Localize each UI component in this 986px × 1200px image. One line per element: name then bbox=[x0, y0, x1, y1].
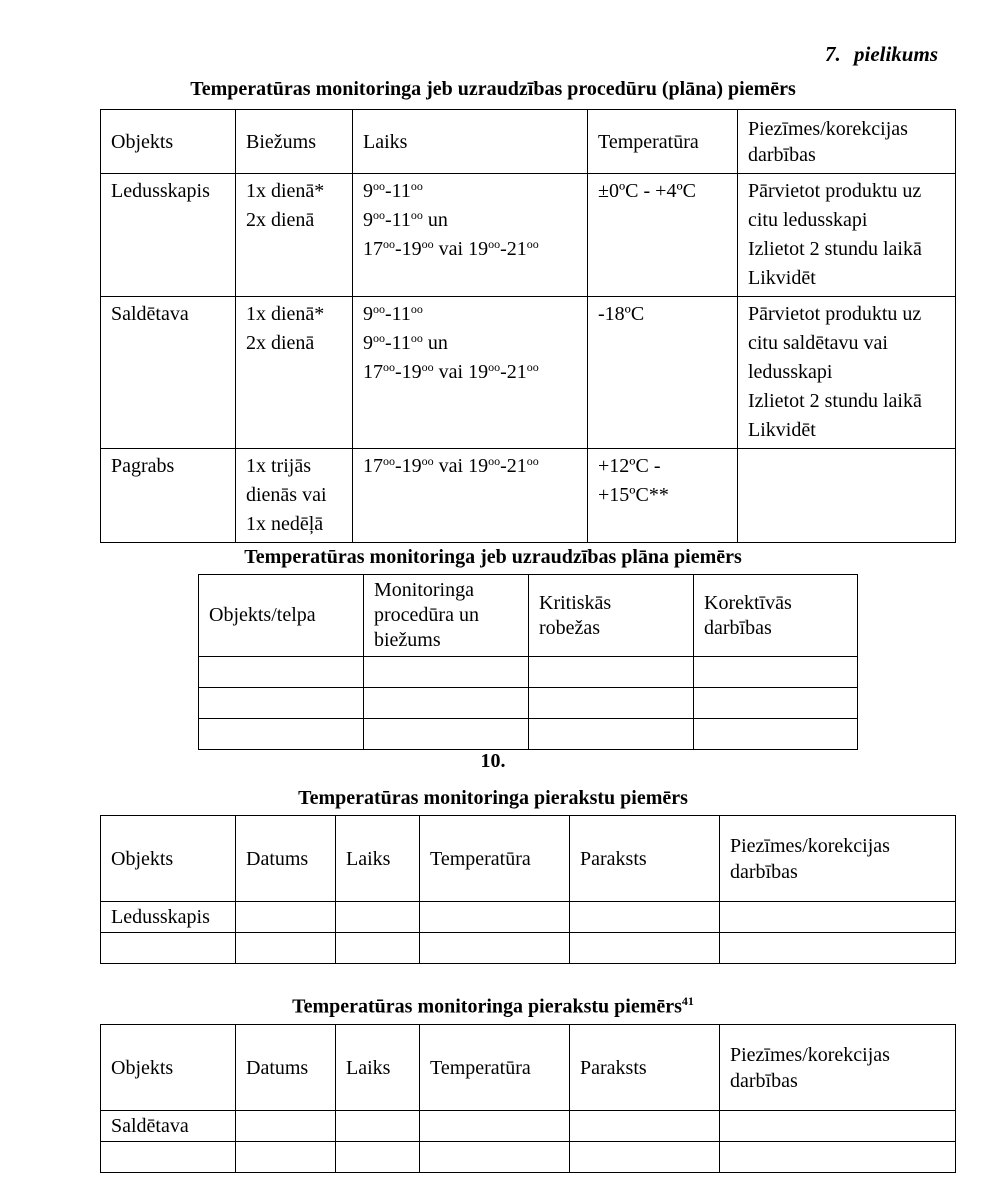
section4-title-text: Temperatūras monitoringa pierakstu piemērs bbox=[292, 995, 682, 1018]
header-cell bbox=[101, 816, 236, 902]
header-cell bbox=[570, 816, 720, 902]
table-row bbox=[101, 933, 956, 964]
header-cell bbox=[738, 110, 956, 174]
object-name: Ledusskapis bbox=[111, 180, 210, 202]
empty-cell bbox=[570, 1111, 720, 1142]
header-label: Kritiskās bbox=[539, 591, 612, 614]
page-number: 10. bbox=[480, 750, 506, 772]
time-minutes: oo bbox=[383, 360, 395, 374]
empty-cell bbox=[529, 657, 694, 688]
empty-row bbox=[199, 688, 858, 719]
section4-title bbox=[0, 994, 986, 1019]
object-cell bbox=[101, 449, 236, 543]
time-minutes: oo bbox=[373, 302, 385, 316]
empty-cell bbox=[420, 902, 570, 933]
header-cell bbox=[364, 575, 529, 657]
cell-value: Saldētava bbox=[111, 1114, 189, 1137]
header-cell bbox=[336, 1025, 420, 1111]
temperature-value: ±0ºC - +4ºC bbox=[598, 180, 696, 202]
time-minutes: oo bbox=[488, 454, 501, 468]
header-label: Monitoringa bbox=[374, 579, 474, 601]
time-line bbox=[363, 177, 578, 206]
empty-cell bbox=[199, 657, 364, 688]
header-cell bbox=[420, 1025, 570, 1111]
temperature-line: +12ºC - bbox=[598, 455, 661, 477]
time-minutes: oo bbox=[373, 331, 385, 345]
frequency-line: 1x dienā* bbox=[246, 180, 325, 202]
table-row bbox=[101, 297, 956, 449]
frequency-line: 2x dienā bbox=[246, 209, 315, 231]
empty-cell bbox=[694, 688, 858, 719]
header-row bbox=[199, 575, 858, 657]
empty-cell bbox=[364, 719, 529, 750]
time-hour: -21 bbox=[500, 455, 527, 477]
frequency-line: 1x nedēļā bbox=[246, 513, 324, 535]
header-label: Paraksts bbox=[580, 847, 647, 870]
header-cell bbox=[101, 110, 236, 174]
temperature-value: -18ºC bbox=[598, 303, 645, 325]
header-label: Laiks bbox=[363, 130, 408, 153]
header-label-line2: darbības bbox=[748, 143, 816, 166]
time-hour: -11 bbox=[385, 209, 411, 231]
frequency-line: 1x dienā* bbox=[246, 303, 325, 325]
time-hour: -11 bbox=[385, 180, 411, 202]
procedures-plan-table bbox=[100, 109, 956, 543]
records-table-fridge bbox=[100, 815, 956, 964]
notes-cell bbox=[738, 174, 956, 297]
time-hour: 17 bbox=[363, 455, 383, 477]
header-label-line2: darbības bbox=[730, 860, 798, 883]
time-minutes: oo bbox=[526, 360, 539, 374]
time-cell bbox=[353, 297, 588, 449]
empty-cell bbox=[720, 933, 956, 964]
header-cell bbox=[101, 1025, 236, 1111]
time-minutes: oo bbox=[410, 208, 423, 222]
time-line bbox=[363, 329, 578, 358]
empty-cell bbox=[236, 1111, 336, 1142]
header-label: Objekts bbox=[111, 847, 174, 870]
header-cell bbox=[353, 110, 588, 174]
records-table-freezer bbox=[100, 1024, 956, 1173]
header-cell bbox=[336, 816, 420, 902]
notes-cell bbox=[738, 449, 956, 543]
frequency-line: 1x trijās bbox=[246, 455, 311, 477]
empty-cell bbox=[420, 1142, 570, 1173]
time-hour: 9 bbox=[363, 180, 373, 202]
header-cell bbox=[199, 575, 364, 657]
empty-cell bbox=[199, 719, 364, 750]
time-line bbox=[363, 452, 578, 481]
header-label: Temperatūra bbox=[430, 847, 531, 870]
header-label: Objekts/telpa bbox=[209, 604, 316, 626]
temperature-cell bbox=[588, 174, 738, 297]
empty-cell bbox=[570, 902, 720, 933]
table-row bbox=[101, 1111, 956, 1142]
table-row bbox=[101, 174, 956, 297]
time-line bbox=[363, 358, 578, 387]
time-minutes: oo bbox=[488, 237, 501, 251]
note-line: Likvidēt bbox=[748, 267, 816, 289]
header-cell bbox=[529, 575, 694, 657]
time-hour: -21 bbox=[500, 361, 527, 383]
empty-cell bbox=[199, 688, 364, 719]
time-minutes: oo bbox=[421, 360, 434, 374]
empty-cell bbox=[570, 933, 720, 964]
time-minutes: oo bbox=[383, 454, 395, 468]
empty-cell bbox=[529, 688, 694, 719]
empty-cell bbox=[336, 1142, 420, 1173]
header-row bbox=[101, 1025, 956, 1111]
time-minutes: oo bbox=[421, 454, 434, 468]
header-row bbox=[101, 110, 956, 174]
empty-cell bbox=[364, 657, 529, 688]
empty-cell bbox=[529, 719, 694, 750]
header-label: Temperatūra bbox=[430, 1056, 531, 1079]
annex-heading bbox=[825, 42, 938, 67]
temperature-cell bbox=[588, 449, 738, 543]
header-label-line2: darbības bbox=[730, 1069, 798, 1092]
header-row bbox=[101, 816, 956, 902]
empty-cell bbox=[720, 1111, 956, 1142]
annex-number: 7. bbox=[824, 42, 841, 66]
frequency-line: 2x dienā bbox=[246, 332, 315, 354]
time-text: vai 19 bbox=[433, 455, 489, 477]
time-hour: -11 bbox=[385, 303, 411, 325]
object-cell bbox=[101, 933, 236, 964]
frequency-cell bbox=[236, 174, 353, 297]
time-minutes: oo bbox=[410, 302, 423, 316]
note-line: Pārvietot produktu uz bbox=[748, 303, 922, 325]
empty-cell bbox=[420, 933, 570, 964]
time-line bbox=[363, 235, 578, 264]
time-minutes: oo bbox=[373, 208, 385, 222]
header-label: biežums bbox=[374, 629, 441, 651]
empty-cell bbox=[336, 902, 420, 933]
note-line: Pārvietot produktu uz bbox=[748, 180, 922, 202]
empty-cell bbox=[720, 902, 956, 933]
time-minutes: oo bbox=[488, 360, 501, 374]
time-minutes: oo bbox=[383, 237, 395, 251]
header-label: Datums bbox=[246, 1056, 309, 1079]
time-hour: -11 bbox=[385, 332, 411, 354]
object-name: Pagrabs bbox=[111, 455, 175, 477]
section1-title: Temperatūras monitoringa jeb uzraudzības procedūru (plāna) piemērs bbox=[190, 78, 796, 100]
time-line bbox=[363, 206, 578, 235]
frequency-line: dienās vai bbox=[246, 484, 327, 506]
header-cell bbox=[236, 816, 336, 902]
header-cell bbox=[236, 1025, 336, 1111]
time-cell bbox=[353, 449, 588, 543]
header-cell bbox=[720, 816, 956, 902]
footnote-ref: 41 bbox=[681, 994, 694, 1008]
header-label: Laiks bbox=[346, 847, 391, 870]
header-label: Datums bbox=[246, 847, 309, 870]
notes-cell bbox=[738, 297, 956, 449]
time-minutes: oo bbox=[410, 179, 423, 193]
temperature-line: +15ºC** bbox=[598, 484, 669, 506]
time-text: un bbox=[422, 332, 448, 354]
cell-value: Ledusskapis bbox=[111, 905, 210, 928]
header-cell bbox=[694, 575, 858, 657]
empty-cell bbox=[694, 719, 858, 750]
time-text: vai 19 bbox=[433, 361, 489, 383]
time-minutes: oo bbox=[373, 179, 385, 193]
time-hour: 9 bbox=[363, 332, 373, 354]
header-cell bbox=[720, 1025, 956, 1111]
header-label: Paraksts bbox=[580, 1056, 647, 1079]
empty-cell bbox=[236, 933, 336, 964]
time-hour: -19 bbox=[395, 455, 422, 477]
empty-cell bbox=[336, 1111, 420, 1142]
annex-label: pielikums bbox=[853, 42, 938, 66]
header-label-line1: Piezīmes/korekcijas bbox=[730, 1043, 890, 1066]
frequency-cell bbox=[236, 449, 353, 543]
note-line: Likvidēt bbox=[748, 419, 816, 441]
header-cell bbox=[236, 110, 353, 174]
object-cell bbox=[101, 902, 236, 933]
empty-cell bbox=[420, 1111, 570, 1142]
note-line: ledusskapi bbox=[748, 361, 833, 383]
empty-row bbox=[199, 657, 858, 688]
header-label: Objekts bbox=[111, 130, 174, 153]
object-name: Saldētava bbox=[111, 303, 189, 325]
table-row bbox=[101, 902, 956, 933]
time-minutes: oo bbox=[526, 454, 539, 468]
table-row bbox=[101, 1142, 956, 1173]
header-label: Objekts bbox=[111, 1056, 174, 1079]
header-cell bbox=[420, 816, 570, 902]
monitoring-plan-table bbox=[198, 574, 858, 750]
temperature-cell bbox=[588, 297, 738, 449]
empty-cell bbox=[364, 688, 529, 719]
header-label: Korektīvās bbox=[704, 591, 792, 614]
header-label: robežas bbox=[539, 616, 601, 639]
header-cell bbox=[570, 1025, 720, 1111]
time-hour: 9 bbox=[363, 209, 373, 231]
header-label: Biežums bbox=[246, 130, 316, 153]
empty-cell bbox=[570, 1142, 720, 1173]
note-line: Izlietot 2 stundu laikā bbox=[748, 390, 922, 412]
object-cell bbox=[101, 1142, 236, 1173]
header-label: darbības bbox=[704, 616, 772, 639]
object-cell bbox=[101, 297, 236, 449]
empty-cell bbox=[236, 1142, 336, 1173]
time-cell bbox=[353, 174, 588, 297]
time-hour: 17 bbox=[363, 238, 383, 260]
note-line: Izlietot 2 stundu laikā bbox=[748, 238, 922, 260]
time-hour: -19 bbox=[395, 361, 422, 383]
time-text: un bbox=[422, 209, 448, 231]
empty-cell bbox=[336, 933, 420, 964]
header-label: Temperatūra bbox=[598, 130, 699, 153]
time-minutes: oo bbox=[526, 237, 539, 251]
empty-cell bbox=[236, 902, 336, 933]
frequency-cell bbox=[236, 297, 353, 449]
header-label-line1: Piezīmes/korekcijas bbox=[748, 117, 908, 140]
header-label-line1: Piezīmes/korekcijas bbox=[730, 834, 890, 857]
header-label: Laiks bbox=[346, 1056, 391, 1079]
section3-title: Temperatūras monitoringa pierakstu piemērs bbox=[298, 787, 688, 809]
time-minutes: oo bbox=[421, 237, 434, 251]
time-hour: 17 bbox=[363, 361, 383, 383]
header-cell bbox=[588, 110, 738, 174]
time-line bbox=[363, 300, 578, 329]
note-line: citu saldētavu vai bbox=[748, 332, 888, 354]
time-hour: -21 bbox=[500, 238, 527, 260]
note-line: citu ledusskapi bbox=[748, 209, 868, 231]
object-cell bbox=[101, 1111, 236, 1142]
time-minutes: oo bbox=[410, 331, 423, 345]
empty-cell bbox=[720, 1142, 956, 1173]
header-label: procedūra un bbox=[374, 604, 479, 626]
time-text: vai 19 bbox=[433, 238, 489, 260]
empty-row bbox=[199, 719, 858, 750]
table-row bbox=[101, 449, 956, 543]
object-cell bbox=[101, 174, 236, 297]
section2-title: Temperatūras monitoringa jeb uzraudzības plāna piemērs bbox=[244, 546, 742, 568]
empty-cell bbox=[694, 657, 858, 688]
time-hour: -19 bbox=[395, 238, 422, 260]
time-hour: 9 bbox=[363, 303, 373, 325]
